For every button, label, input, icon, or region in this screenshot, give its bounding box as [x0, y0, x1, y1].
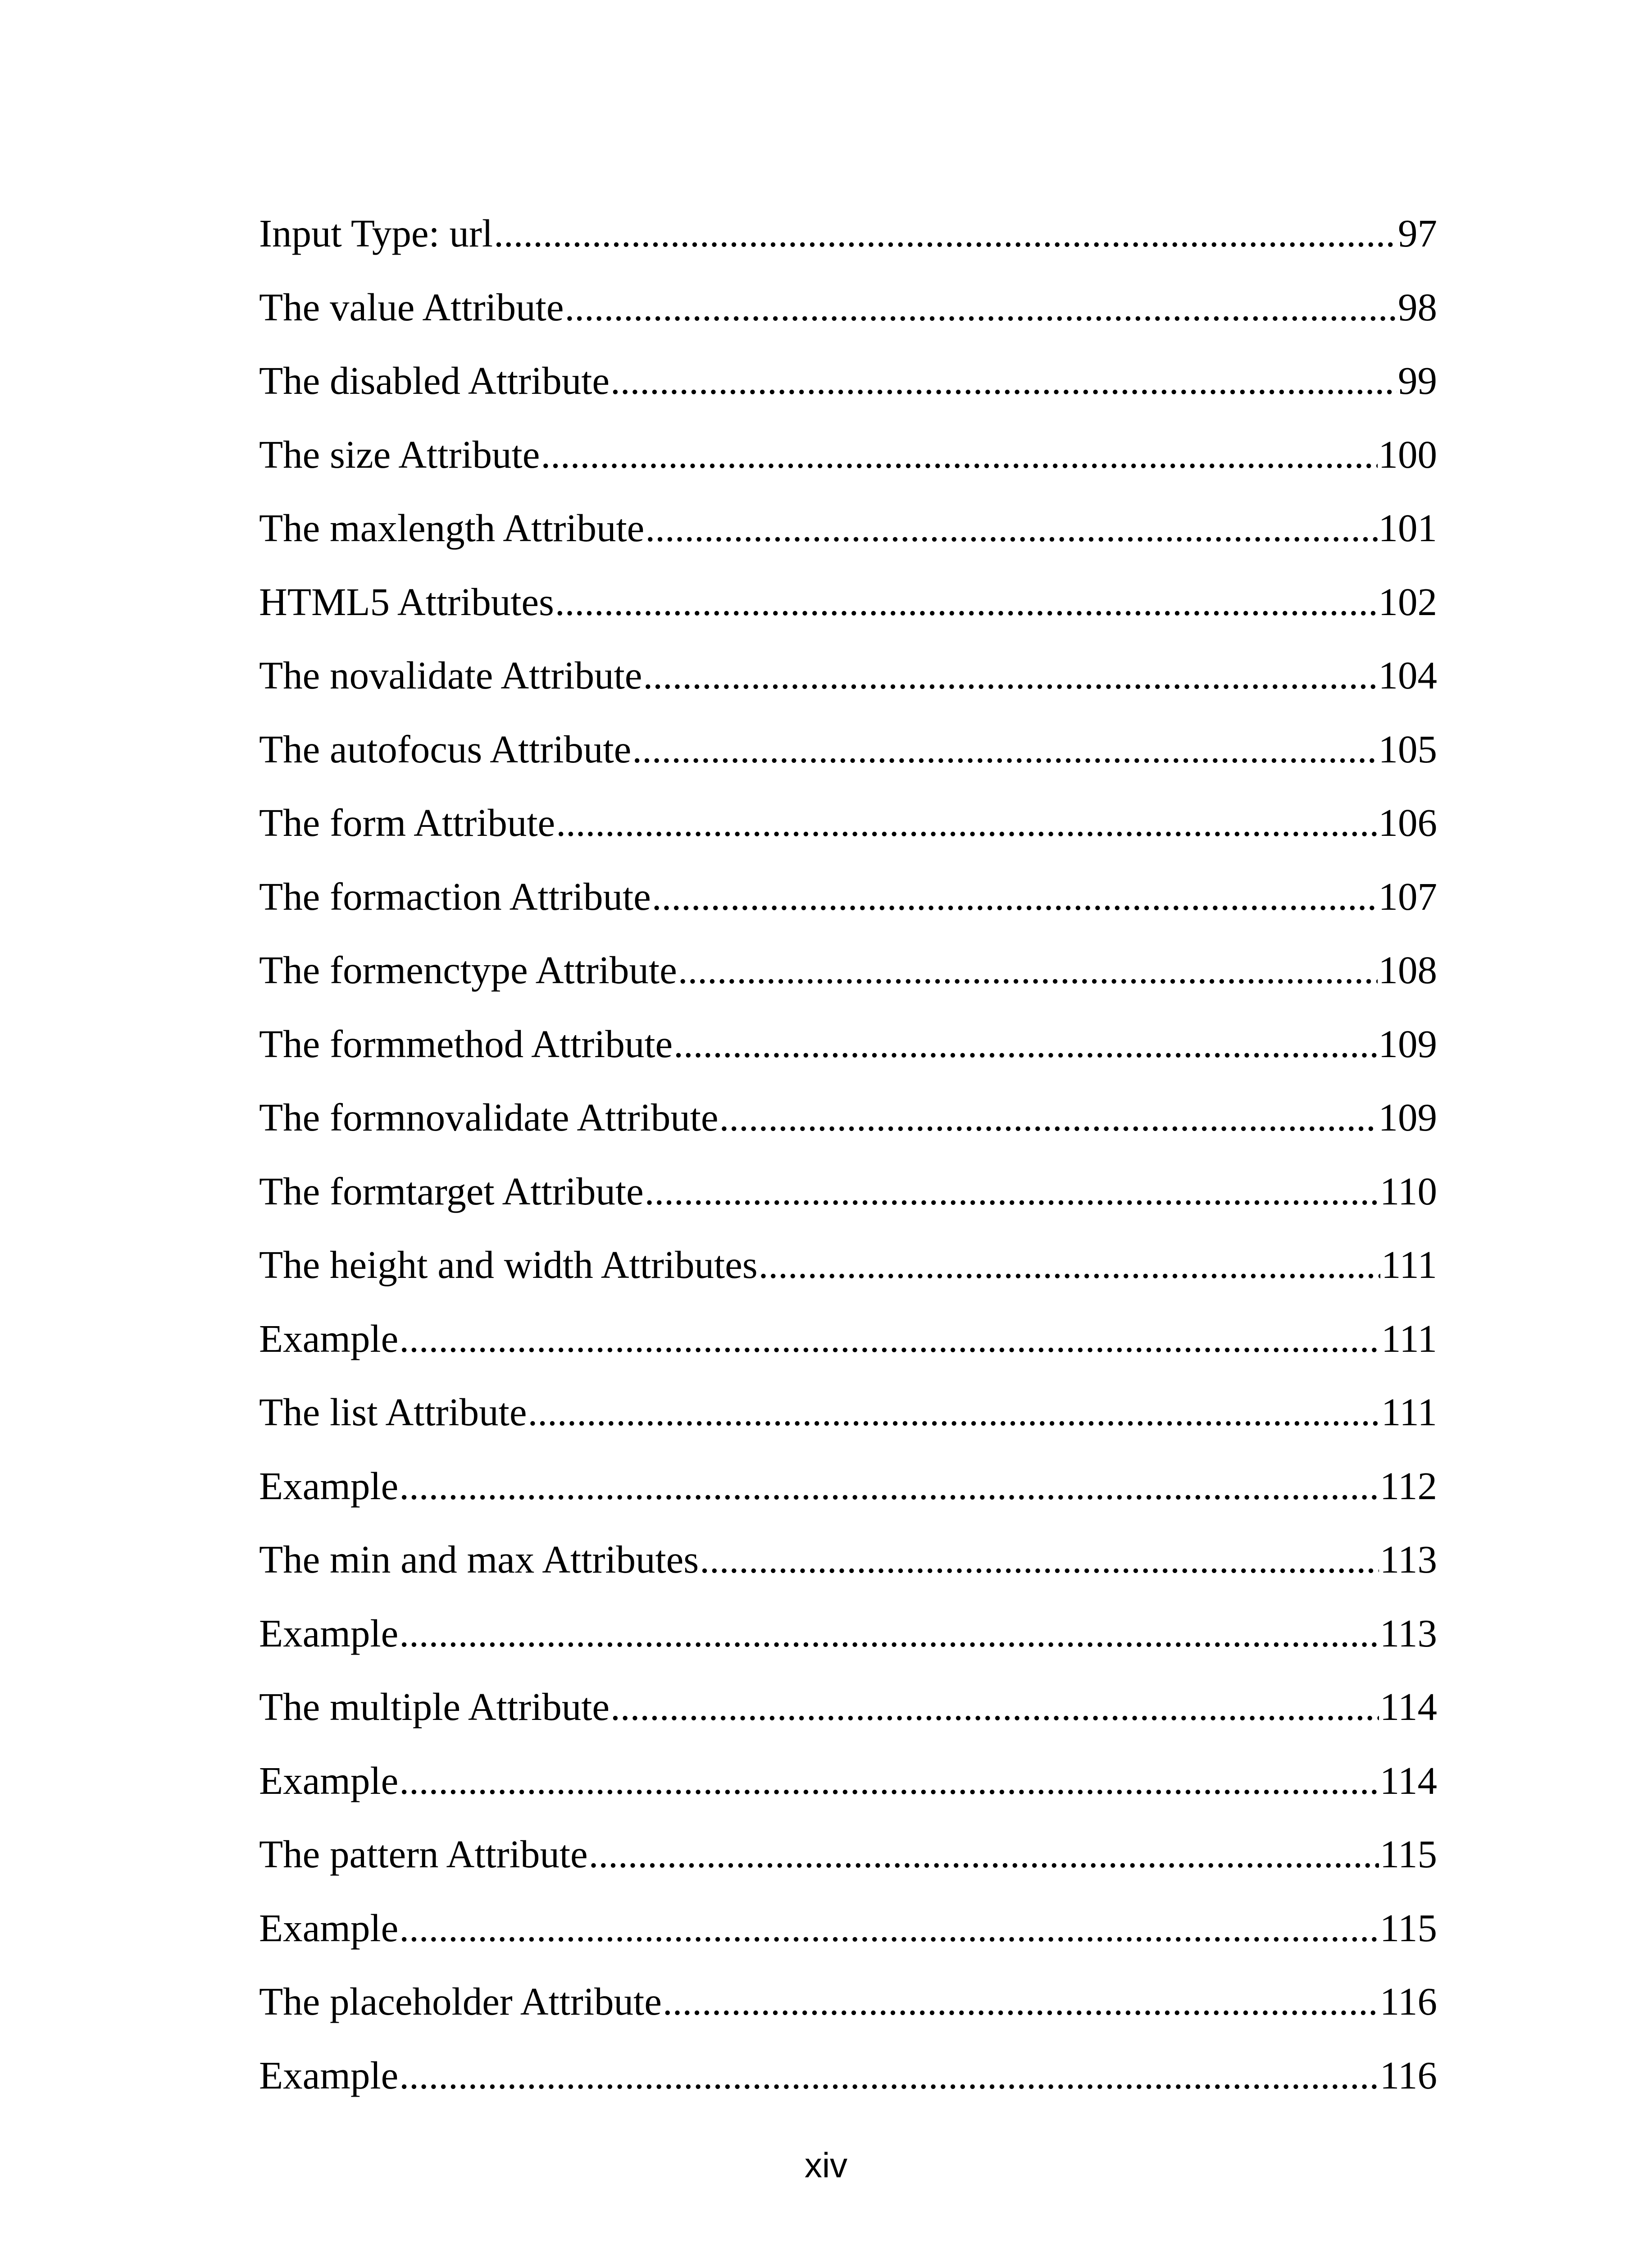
toc-entry-page: 105 [1378, 727, 1437, 771]
dot-leader [674, 1022, 1377, 1067]
toc-entry [259, 800, 1437, 874]
toc-entry-page: 109 [1378, 1022, 1437, 1066]
toc-entry [259, 1537, 1437, 1611]
toc-entry-page: 98 [1398, 285, 1437, 329]
dot-leader [700, 1537, 1379, 1582]
toc-entry-title: The maxlength Attribute [259, 506, 645, 550]
dot-leader [399, 1316, 1380, 1361]
toc-entry-title: The formnovalidate Attribute [259, 1095, 719, 1139]
page-number: xiv [804, 2145, 848, 2185]
toc-entry-title: The formtarget Attribute [259, 1169, 644, 1213]
toc-entry [259, 1464, 1437, 1537]
dot-leader [564, 285, 1397, 330]
toc-entry [259, 2053, 1437, 2127]
dot-leader [645, 1169, 1379, 1214]
dot-leader [610, 358, 1397, 403]
dot-leader [494, 211, 1397, 256]
dot-leader [643, 653, 1377, 698]
dot-leader [528, 1390, 1380, 1435]
toc-entry-title: The height and width Attributes [259, 1243, 758, 1286]
dot-leader [652, 874, 1378, 919]
toc-entry [259, 432, 1437, 506]
toc-entry [259, 1611, 1437, 1685]
dot-leader [399, 1611, 1379, 1656]
toc-entry-page: 113 [1379, 1611, 1437, 1655]
toc-entry-title: Example [259, 1611, 399, 1655]
toc-entry-title: Example [259, 1316, 399, 1360]
toc-entry-title: HTML5 Attributes [259, 579, 554, 624]
dot-leader [645, 506, 1377, 551]
dot-leader [399, 1758, 1379, 1803]
dot-leader [589, 1832, 1379, 1877]
toc-entry-title: The disabled Attribute [259, 359, 610, 402]
toc-entry-page: 115 [1379, 1906, 1437, 1950]
toc-entry-page: 113 [1379, 1537, 1437, 1581]
toc-entry [259, 1906, 1437, 1979]
toc-entry-page: 110 [1379, 1169, 1437, 1213]
toc-entry-page: 102 [1378, 579, 1437, 624]
toc-entry-title: The placeholder Attribute [259, 1979, 662, 2023]
toc-entry-title: The pattern Attribute [259, 1832, 588, 1876]
toc-entry [259, 211, 1437, 285]
dot-leader [556, 800, 1377, 845]
toc-entry [259, 653, 1437, 727]
toc-entry [259, 727, 1437, 801]
toc-entry-title: The value Attribute [259, 285, 564, 329]
toc-entry-page: 101 [1378, 506, 1437, 550]
toc-entry-page: 115 [1379, 1832, 1437, 1876]
toc-entry-page: 111 [1381, 1243, 1437, 1286]
toc-entry [259, 1684, 1437, 1758]
dot-leader [399, 2053, 1379, 2098]
toc-entry [259, 1242, 1437, 1316]
dot-leader [719, 1095, 1378, 1140]
toc-entry-title: The autofocus Attribute [259, 727, 632, 771]
dot-leader [678, 948, 1378, 993]
toc-entry [259, 1758, 1437, 1832]
toc-entry-page: 109 [1378, 1095, 1437, 1139]
dot-leader [399, 1906, 1379, 1951]
toc-entry-page: 112 [1379, 1464, 1437, 1508]
toc-entry-page: 104 [1378, 653, 1437, 697]
toc-entry [259, 579, 1437, 653]
dot-leader [541, 432, 1377, 477]
toc-entry-title: Example [259, 1464, 399, 1508]
toc-entry [259, 1169, 1437, 1243]
toc-entry [259, 874, 1437, 948]
toc-entry-page: 114 [1379, 1685, 1437, 1729]
toc-entry-page: 111 [1381, 1390, 1437, 1434]
toc-entry-title: The multiple Attribute [259, 1685, 610, 1729]
dot-leader [399, 1464, 1379, 1509]
toc-entry-page: 114 [1379, 1758, 1437, 1802]
toc-entry-page: 111 [1381, 1316, 1437, 1360]
toc-entry-page: 107 [1378, 874, 1437, 918]
toc-entry-title: Example [259, 2053, 399, 2097]
dot-leader [759, 1242, 1380, 1287]
toc-entry [259, 1095, 1437, 1169]
toc-entry-title: Example [259, 1906, 399, 1950]
dot-leader [663, 1979, 1379, 2024]
toc-entry [259, 285, 1437, 359]
toc-entry [259, 948, 1437, 1022]
toc-entry-title: The list Attribute [259, 1390, 527, 1434]
toc-entry [259, 1316, 1437, 1390]
toc-entry [259, 1979, 1437, 2053]
toc-entry-title: Input Type: url [259, 211, 493, 255]
table-of-contents [259, 211, 1437, 2126]
dot-leader [632, 727, 1377, 772]
toc-entry-page: 108 [1378, 948, 1437, 992]
dot-leader [610, 1684, 1379, 1729]
toc-entry-title: The novalidate Attribute [259, 653, 642, 697]
dot-leader [555, 579, 1378, 625]
toc-entry [259, 1022, 1437, 1095]
toc-entry-page: 116 [1379, 1979, 1437, 2023]
toc-entry-title: Example [259, 1758, 399, 1802]
toc-entry [259, 1390, 1437, 1464]
toc-entry-title: The form Attribute [259, 801, 555, 844]
toc-entry-page: 100 [1378, 432, 1437, 476]
toc-entry [259, 1832, 1437, 1906]
toc-entry-page: 99 [1398, 359, 1437, 402]
toc-entry-title: The min and max Attributes [259, 1537, 699, 1581]
toc-entry-page: 97 [1398, 211, 1437, 255]
toc-entry-title: The formaction Attribute [259, 874, 651, 918]
toc-entry-title: The formenctype Attribute [259, 948, 677, 992]
toc-entry-title: The formmethod Attribute [259, 1022, 673, 1066]
toc-entry [259, 506, 1437, 579]
toc-entry-title: The size Attribute [259, 432, 540, 476]
toc-entry [259, 358, 1437, 432]
toc-entry-page: 106 [1378, 801, 1437, 844]
toc-entry-page: 116 [1379, 2053, 1437, 2097]
